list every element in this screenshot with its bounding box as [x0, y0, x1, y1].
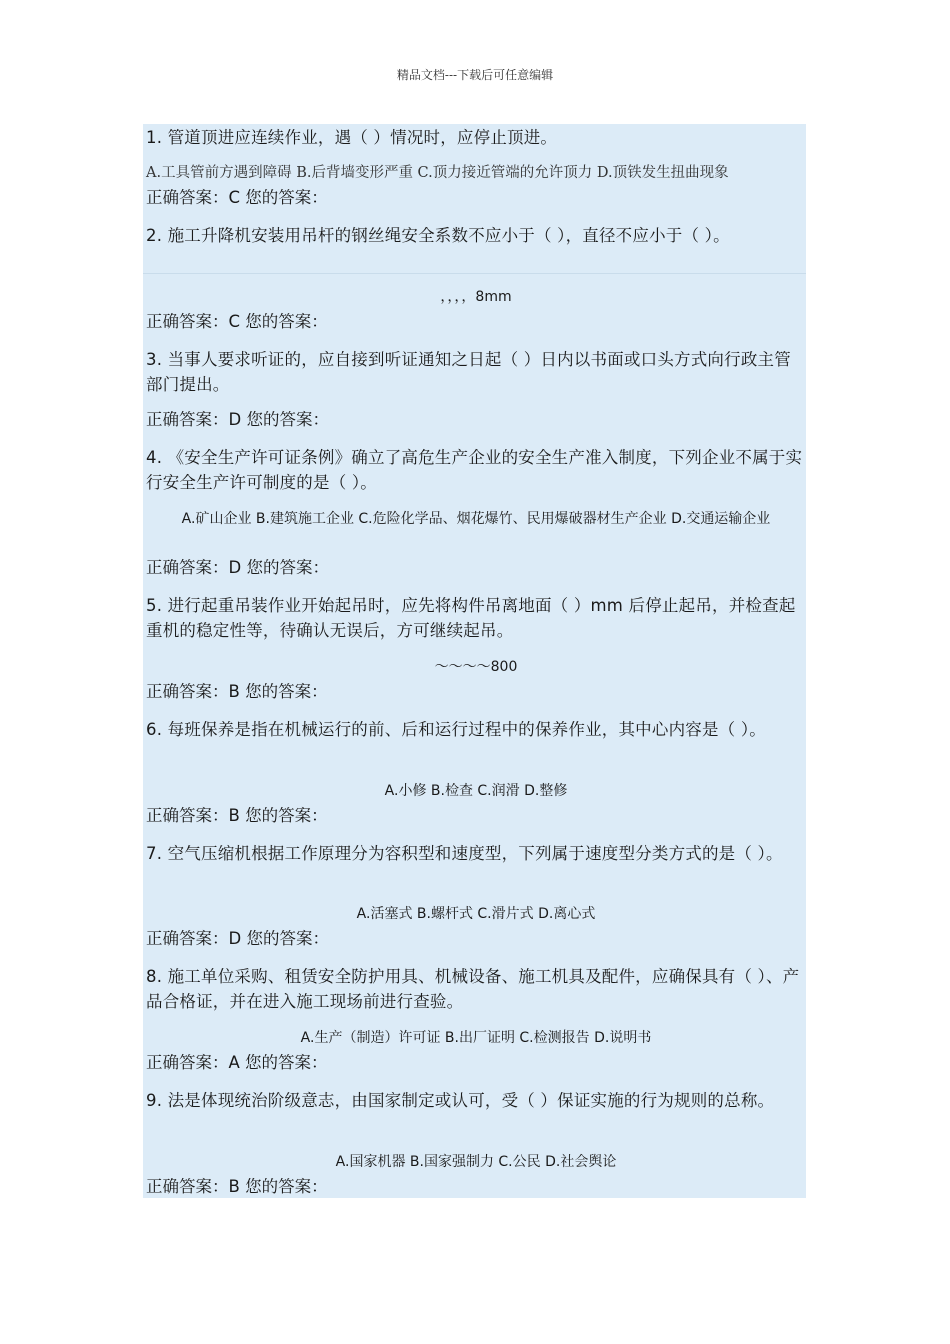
options-8: A.生产（制造）许可证 B.出厂证明 C.检测报告 D.说明书 [300, 1030, 652, 1046]
options-2: ，，，，8mm [440, 289, 512, 305]
question-4: 4. 《安全生产许可证条例》确立了高危生产企业的安全生产准入制度，下列企业不属于实行安全生产许可制度的是（ ）。 [146, 448, 803, 492]
question-1: 1. 管道顶进应连续作业，遇（ ）情况时，应停止顶进。 [146, 128, 558, 147]
answer-9: 正确答案：B 您的答案： [146, 1177, 328, 1196]
options-7: A.活塞式 B.螺杆式 C.滑片式 D.离心式 [356, 906, 596, 922]
question-2: 2. 施工升降机安装用吊杆的钢丝绳安全系数不应小于（ ），直径不应小于（ ）。 [146, 226, 730, 245]
question-5: 5. 进行起重吊装作业开始起吊时，应先将构件吊离地面（ ）mm 后停止起吊，并检查起重机的稳定性等，待确认无误后，方可继续起吊。 [146, 596, 796, 640]
answer-8: 正确答案：A 您的答案： [146, 1053, 328, 1072]
options-4: A.矿山企业 B.建筑施工企业 C.危险化学品、烟花爆竹、民用爆破器材生产企业 D.交通运输企业 [181, 511, 771, 527]
answer-4: 正确答案：D 您的答案： [146, 558, 329, 577]
question-3: 3. 当事人要求听证的，应自接到听证通知之日起（ ）日内以书面或口头方式向行政主管部门提出。 [146, 350, 791, 394]
question-6: 6. 每班保养是指在机械运行的前、后和运行过程中的保养作业，其中心内容是（ ）。 [146, 720, 766, 739]
options-5: ～～～～800 [434, 659, 518, 675]
answer-2: 正确答案：C 您的答案： [146, 312, 328, 331]
page-header: 精品文档---下载后可任意编辑 [396, 68, 554, 82]
question-8: 8. 施工单位采购、租赁安全防护用具、机械设备、施工机具及配件，应确保具有（ ）、产品合格证，并在进入施工现场前进行查验。 [146, 967, 800, 1011]
answer-6: 正确答案：B 您的答案： [146, 806, 328, 825]
question-7: 7. 空气压缩机根据工作原理分为容积型和速度型，下列属于速度型分类方式的是（ ）。 [146, 844, 783, 863]
divider [143, 273, 806, 274]
options-6: A.小修 B.检查 C.润滑 D.整修 [384, 783, 568, 799]
answer-3: 正确答案：D 您的答案： [146, 410, 329, 429]
answer-5: 正确答案：B 您的答案： [146, 682, 328, 701]
question-9: 9. 法是体现统治阶级意志，由国家制定或认可，受（ ）保证实施的行为规则的总称。 [146, 1091, 775, 1110]
answer-7: 正确答案：D 您的答案： [146, 929, 329, 948]
options-9: A.国家机器 B.国家强制力 C.公民 D.社会舆论 [335, 1154, 617, 1170]
answer-1: 正确答案：C 您的答案： [146, 188, 328, 207]
options-1: A.工具管前方遇到障碍 B.后背墙变形严重 C.顶力接近管端的允许顶力 D.顶铁发生扭曲现象 [146, 165, 729, 181]
